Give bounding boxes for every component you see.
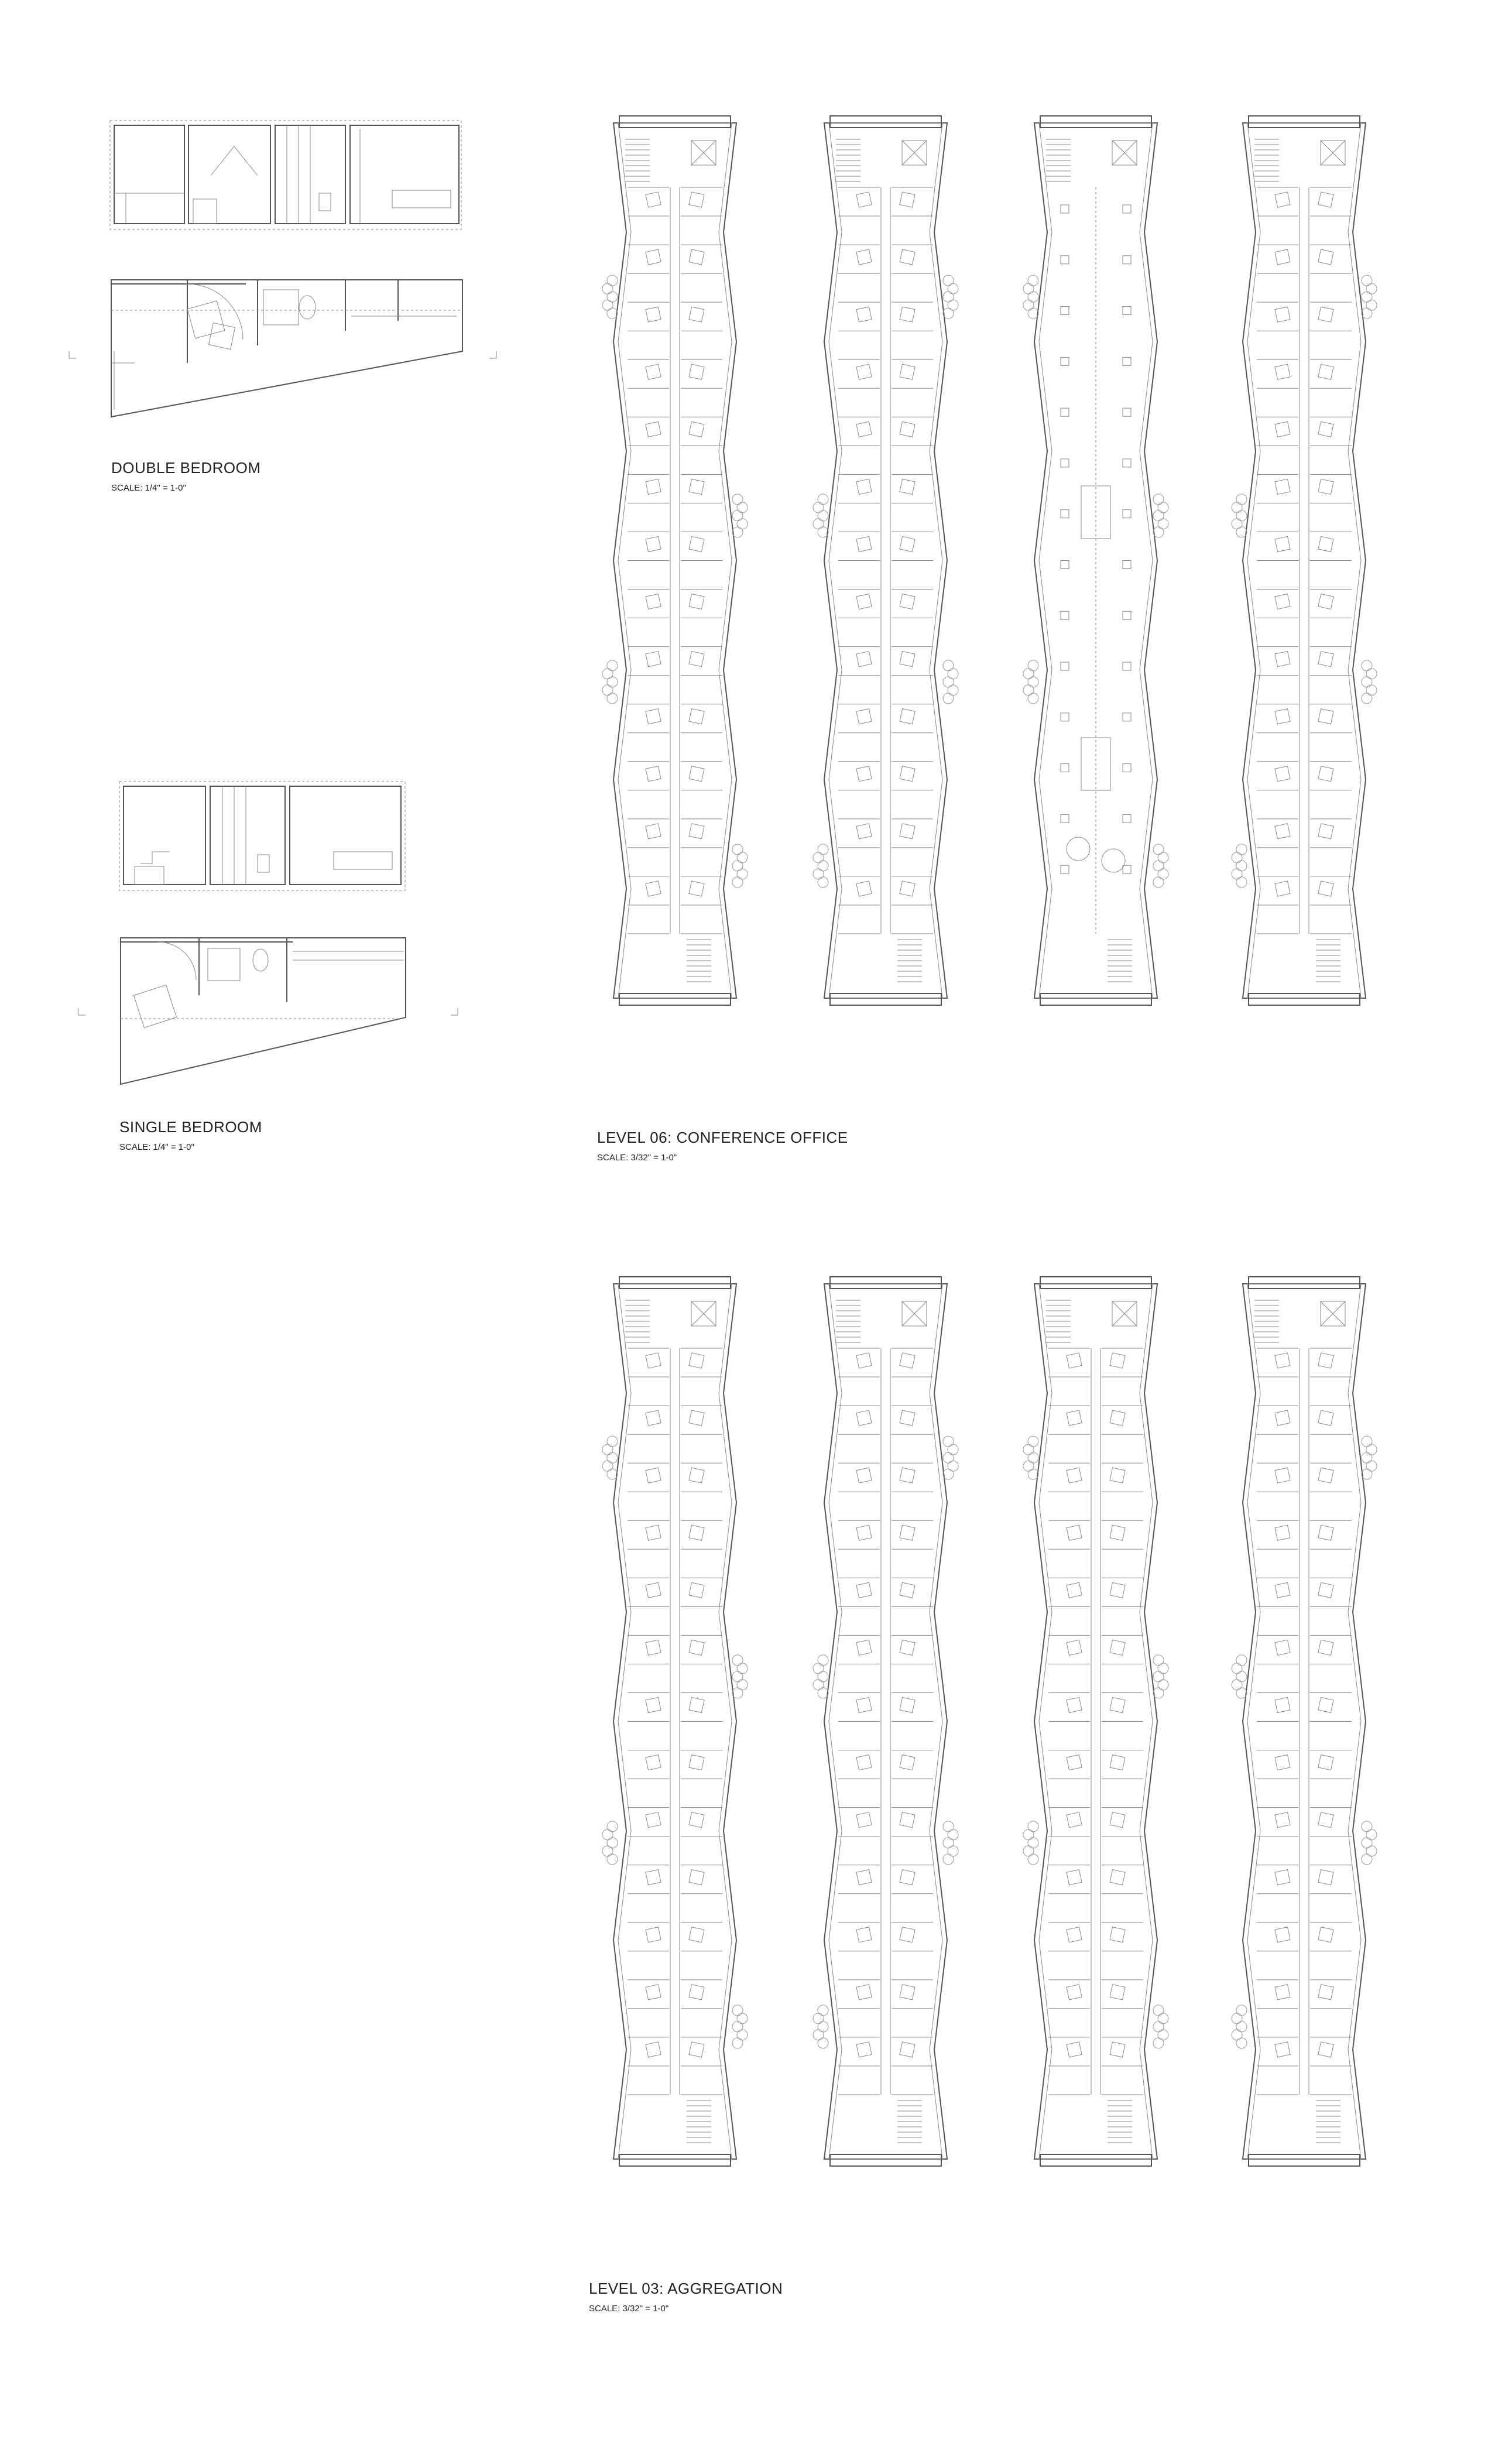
double-bedroom-title: DOUBLE BEDROOM — [111, 459, 261, 477]
double-bedroom-label — [111, 459, 261, 493]
floor-plan-tower — [1232, 1277, 1377, 2166]
double-bedroom-scale: SCALE: 1/4" = 1-0" — [111, 483, 186, 493]
single-bedroom-label — [119, 1118, 262, 1152]
floor-plan-tower — [1023, 116, 1168, 1005]
level-03-floor-plans — [602, 1277, 1377, 2166]
floor-plan-tower — [1023, 1277, 1168, 2166]
double-bedroom-plan — [69, 280, 496, 417]
single-bedroom-plan — [78, 938, 458, 1084]
level-06-title: LEVEL 06: CONFERENCE OFFICE — [597, 1129, 848, 1146]
single-bedroom-title: SINGLE BEDROOM — [119, 1118, 262, 1136]
floor-plan-tower — [813, 1277, 958, 2166]
floor-plan-tower — [813, 116, 958, 1005]
level-06-floor-plans — [602, 116, 1377, 1005]
level-03-label — [589, 2280, 783, 2314]
level-03-scale: SCALE: 3/32" = 1-0" — [589, 2304, 669, 2314]
floor-plan-tower — [602, 116, 748, 1005]
single-bedroom-elevations — [119, 782, 405, 890]
level-06-label — [597, 1129, 848, 1163]
level-03-title: LEVEL 03: AGGREGATION — [589, 2280, 783, 2297]
floor-plan-tower — [602, 1277, 748, 2166]
level-06-scale: SCALE: 3/32" = 1-0" — [597, 1153, 677, 1163]
double-bedroom-elevations — [110, 121, 461, 229]
floor-plan-tower — [1232, 116, 1377, 1005]
single-bedroom-scale: SCALE: 1/4" = 1-0" — [119, 1142, 194, 1152]
